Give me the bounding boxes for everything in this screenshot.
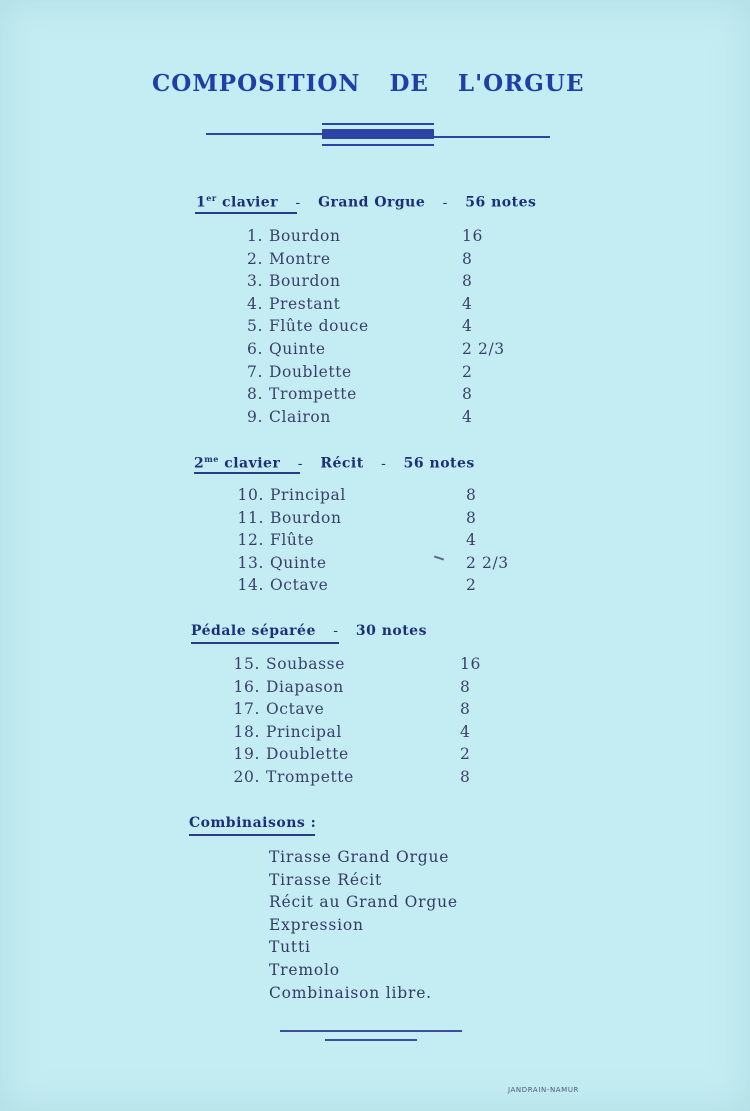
stop-row	[238, 293, 558, 316]
separator: -	[297, 455, 303, 472]
stop-row	[238, 361, 558, 384]
stop-row	[226, 676, 556, 699]
stop-footage: 16	[462, 227, 483, 245]
stop-row	[238, 338, 558, 361]
stop-name: Quinte	[270, 553, 327, 572]
stop-row	[226, 766, 556, 789]
stop-name: Trompette	[266, 767, 354, 786]
title-rule-center-block	[322, 129, 434, 139]
stop-number: 6.	[247, 339, 263, 358]
combinaison-item: Expression	[269, 915, 364, 934]
stop-footage: 2	[460, 745, 471, 764]
page-title: COMPOSITION DE L'ORGUE	[152, 70, 585, 97]
combinaison-item: Combinaison libre.	[269, 983, 432, 1002]
stop-footage: 2	[462, 362, 473, 381]
bottom-rule-short	[325, 1039, 417, 1041]
stop-footage: 8	[466, 508, 477, 527]
stop-number: 19.	[233, 745, 260, 764]
stop-row	[238, 248, 558, 271]
stop-list-grand-orgue	[238, 225, 558, 428]
stop-row	[230, 552, 560, 575]
section-underline	[191, 642, 339, 644]
stop-name: Flûte	[270, 531, 315, 550]
stop-number: 5.	[247, 317, 263, 336]
stop-row	[238, 270, 558, 293]
section-heading-recit	[194, 454, 475, 472]
stop-footage: 2 2/3	[466, 553, 509, 572]
section-ordinal-sup: er	[206, 193, 217, 203]
combinaison-item: Tremolo	[269, 960, 340, 979]
stop-number: 14.	[237, 576, 264, 595]
section-ordinal-sup: me	[204, 454, 219, 464]
stop-footage: 4	[460, 722, 471, 741]
stop-number: 16.	[233, 677, 260, 696]
section-underline	[189, 834, 315, 836]
combinaison-item: Tirasse Récit	[269, 870, 383, 889]
stop-row	[226, 721, 556, 744]
stop-row	[238, 315, 558, 338]
stop-name: Trompette	[269, 385, 357, 404]
stop-name: Soubasse	[266, 655, 345, 673]
stop-number: 15.	[233, 655, 260, 673]
stop-list-pedale	[226, 653, 556, 789]
stop-number: 10.	[237, 486, 264, 504]
stop-footage: 4	[462, 317, 473, 336]
stop-name: Principal	[266, 722, 342, 741]
stop-name: Doublette	[269, 362, 352, 381]
stop-number: 13.	[237, 553, 264, 572]
section-notes: 56 notes	[465, 194, 537, 211]
stop-name: Quinte	[269, 339, 326, 358]
stop-row	[230, 529, 560, 552]
stop-number: 7.	[247, 362, 263, 381]
section-heading-word: clavier	[224, 455, 281, 472]
combinaison-item: Tutti	[269, 938, 311, 957]
stop-number: 17.	[233, 700, 260, 719]
stop-footage: 8	[460, 700, 471, 719]
stop-name: Doublette	[266, 745, 349, 764]
section-manual: Grand Orgue	[318, 194, 426, 211]
stop-number: 11.	[237, 508, 264, 527]
stop-footage: 8	[460, 677, 471, 696]
section-ordinal: 1	[196, 194, 207, 211]
stop-row	[226, 743, 556, 766]
stop-name: Bourdon	[269, 227, 341, 245]
stop-row	[226, 698, 556, 721]
stop-row	[238, 406, 558, 429]
section-heading-word: Pédale séparée	[191, 623, 316, 639]
stop-name: Principal	[270, 486, 346, 504]
section-notes: 56 notes	[403, 455, 475, 472]
stop-footage: 2 2/3	[462, 339, 505, 358]
section-heading-pedale	[191, 623, 427, 639]
stop-name: Montre	[269, 249, 331, 268]
section-heading-word: clavier	[221, 194, 279, 211]
stop-name: Octave	[270, 576, 329, 595]
separator: -	[381, 455, 387, 472]
title-rule-right	[434, 136, 550, 138]
section-notes: 30 notes	[355, 623, 427, 639]
section-underline	[194, 472, 300, 474]
stop-footage: 8	[460, 767, 471, 786]
stop-footage: 16	[460, 655, 481, 673]
stop-name: Clairon	[269, 407, 331, 426]
separator: -	[295, 194, 301, 211]
stop-number: 12.	[237, 531, 264, 550]
stop-name: Bourdon	[270, 508, 342, 527]
stop-number: 18.	[233, 722, 260, 741]
title-rule-center-top	[322, 123, 434, 125]
printer-imprint: JANDRAIN-NAMUR	[508, 1086, 580, 1094]
stop-footage: 8	[462, 272, 473, 291]
title-rule-left	[206, 133, 322, 135]
stop-number: 1.	[247, 227, 263, 245]
stop-row	[230, 484, 560, 507]
section-underline	[195, 212, 297, 214]
stop-row	[238, 383, 558, 406]
stop-number: 2.	[247, 249, 263, 268]
stop-name: Bourdon	[269, 272, 341, 291]
stop-footage: 2	[466, 576, 477, 595]
stop-footage: 8	[462, 249, 473, 268]
stop-number: 20.	[233, 767, 260, 786]
stop-row	[230, 574, 560, 597]
stop-list-recit	[230, 484, 560, 597]
title-rule-center-bottom	[322, 144, 434, 146]
stop-row	[238, 225, 558, 248]
stop-footage: 4	[466, 531, 477, 550]
stop-number: 4.	[247, 294, 263, 313]
stop-name: Diapason	[266, 677, 344, 696]
stop-row	[230, 507, 560, 530]
section-ordinal: 2	[194, 455, 205, 472]
stop-name: Flûte douce	[269, 317, 369, 336]
section-heading-grand-orgue	[196, 193, 536, 211]
combinaison-item: Récit au Grand Orgue	[269, 893, 458, 912]
stop-row	[226, 653, 556, 676]
separator: -	[442, 194, 448, 211]
combinaisons-list	[269, 846, 458, 1004]
stop-name: Octave	[266, 700, 325, 719]
stop-name: Prestant	[269, 294, 341, 313]
stop-number: 3.	[247, 272, 263, 291]
stop-footage: 4	[462, 294, 473, 313]
stop-footage: 4	[462, 407, 473, 426]
separator: -	[333, 623, 339, 639]
bottom-rule-long	[280, 1030, 462, 1032]
stop-number: 8.	[247, 385, 263, 404]
stop-footage: 8	[466, 486, 477, 504]
stop-footage: 8	[462, 385, 473, 404]
combinaison-item: Tirasse Grand Orgue	[269, 848, 450, 866]
section-manual: Récit	[320, 455, 364, 472]
stop-number: 9.	[247, 407, 263, 426]
combinaisons-heading: Combinaisons :	[189, 815, 317, 831]
